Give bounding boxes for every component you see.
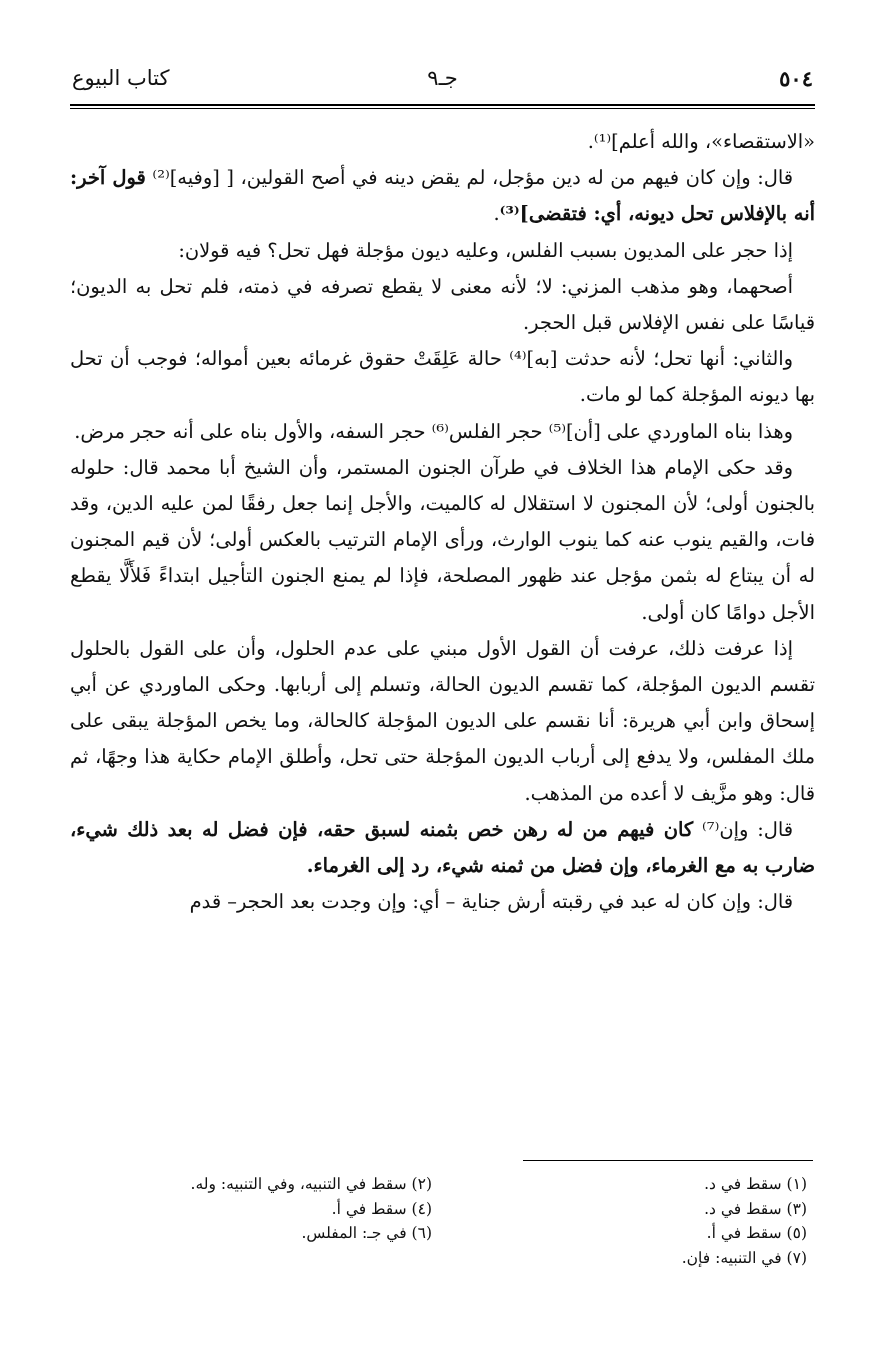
paragraph: وهذا بناه الماوردي على [أن]⁽⁵⁾ حجر الفلس⁽⁶⁾ حجر السفه، والأول بناه على أنه حجر مرض.	[74, 419, 793, 443]
paragraph: «الاستقصاء»، والله أعلم]⁽¹⁾.	[587, 130, 815, 153]
body-text	[70, 124, 815, 920]
paragraph: أصحهما، وهو مذهب المزني: لا؛ لأنه معنى لا يقطع تصرفه في ذمته، فلم تحل به الديون؛ قياسًا على نفس الإفلاس قبل الحجر.	[70, 274, 815, 335]
footnote: (٢) سقط في التنبيه، وفي التنبيه: وله.	[190, 1175, 432, 1193]
paragraph: إذا حجر على المديون بسبب الفلس، وعليه ديون مؤجلة فهل تحل؟ فيه قولان:	[178, 238, 793, 262]
paragraph	[70, 160, 815, 232]
bold-text-run: كان فيهم من له رهن خص بثمنه لسبق حقه، فإن فضل له بعد ذلك شيء، ضارب به مع الغرماء، وإن فضل من ثمنه شيء، رد إلى الغرماء.	[70, 817, 815, 878]
page-number: ٥٠٤	[779, 66, 813, 91]
footnote: (٣) سقط في د.	[704, 1199, 807, 1218]
footnote: (٧) في التنبيه: فإن.	[681, 1248, 807, 1267]
bold-text-run: قول آخر: أنه بالإفلاس تحل ديونه، أي: فتقضى]⁽³⁾	[70, 166, 815, 226]
paragraph: إذا عرفت ذلك، عرفت أن القول الأول مبني على عدم الحلول، وأن على القول بالحلول تقسم الديون المؤجلة، كما تقسم الديون الحالة، وتسلم إلى أربابها. وحكى الماوردي عن أبي إسحاق وابن أبي هريرة: أنا نقسم على الديون المؤجلة كالحالة، وما يخص المؤجلة يبقى على ملك المفلس، ولا يدفع إلى أرباب الديون المؤجلة حتى تحل، وأطلق الإمام حكاية هذا وجهًا، ثم قال: وهو مزَّيف لا أعده من المذهب.	[70, 636, 815, 805]
page-header	[72, 62, 813, 98]
paragraph: قال: وإن كان له عبد في رقبته أرش جناية – أي: وإن وجدت بعد الحجر– قدم	[189, 890, 793, 914]
paragraph	[70, 812, 815, 884]
footnote-column-left	[52, 1172, 432, 1246]
footnote: (٦) في جـ: المفلس.	[301, 1224, 432, 1242]
footnote-rule	[523, 1160, 813, 1161]
text-run: قال: وإن كان فيهم من له دين مؤجل، لم يقض دينه في أصح القولين، [ [وفيه]⁽²⁾	[145, 166, 793, 190]
footnote: (١) سقط في د.	[704, 1175, 807, 1193]
text-run: قال: وإن⁽⁷⁾	[693, 817, 794, 841]
book-title: كتاب البيوع	[72, 66, 170, 90]
footnote-column-right	[487, 1172, 807, 1270]
header-rule	[70, 104, 815, 106]
paragraph: وقد حكى الإمام هذا الخلاف في طرآن الجنون المستمر، وأن الشيخ أبا محمد قال: حلوله بالجنون أولى؛ لأن المجنون لا استقلال له كالميت، والأجل إنما جعل رفقًا لمن عليه الدين، وقد فات، والقيم ينوب عنه كما ينوب الوارث، ورأى الإمام الترتيب بالعكس أولى؛ لأن قيم المجنون له أن يبتاع له بثمن مؤجل عند ظهور المصلحة، فإذا لم يمنع الجنون التأجيل ابتداءً فَلأَلَّا يقطع الأجل دوامًا كان أولى.	[70, 455, 815, 624]
footnote: (٥) سقط في أ.	[706, 1224, 807, 1242]
text-run: .	[493, 202, 500, 226]
volume-label: جـ٩	[427, 66, 458, 90]
header-rule-thin	[70, 108, 815, 109]
footnote: (٤) سقط في أ.	[331, 1199, 432, 1218]
paragraph: والثاني: أنها تحل؛ لأنه حدثت [به]⁽⁴⁾ حالة عَلِقَتْ حقوق غرمائه بعين أمواله؛ فوجب أن تحل بها ديونه المؤجلة كما لو مات.	[70, 347, 815, 407]
